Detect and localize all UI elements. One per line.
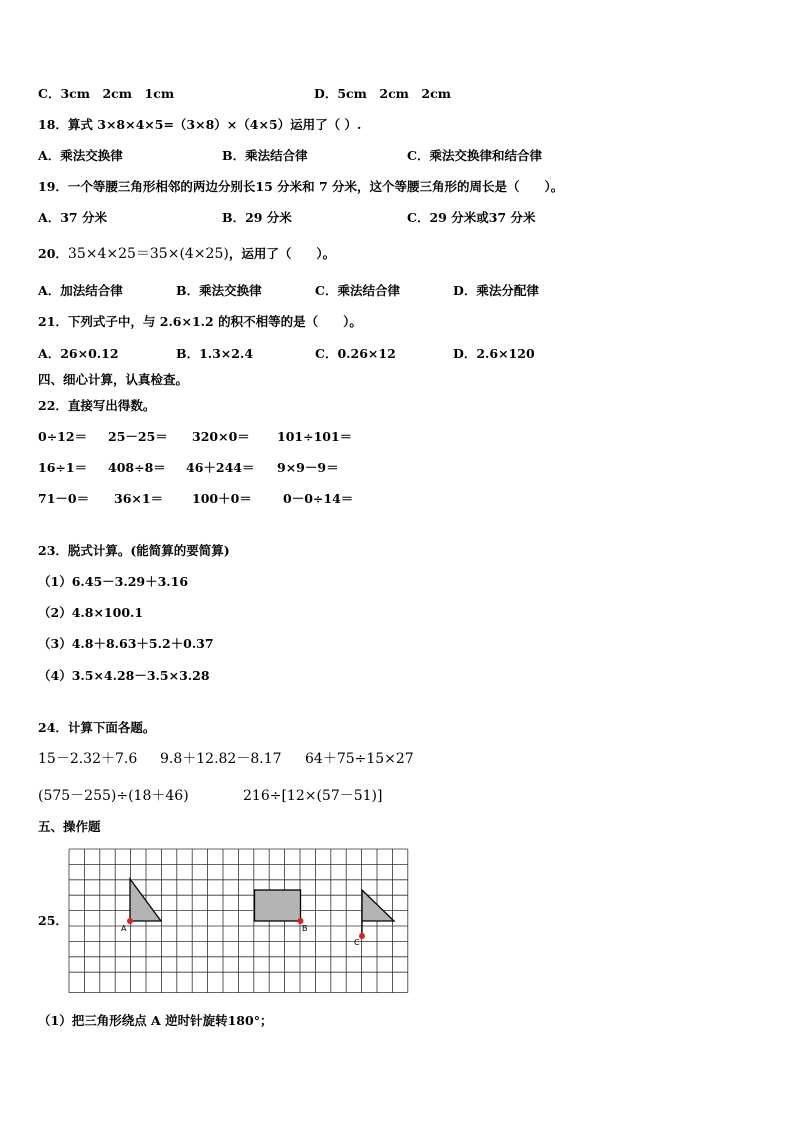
q19-option-a: A．37 分米 xyxy=(38,210,107,225)
q19-stem: 19．一个等腰三角形相邻的两边分别长15 分米和 7 分米，这个等腰三角形的周长是（ ）。 xyxy=(38,179,564,194)
triangle-c xyxy=(362,890,394,921)
q22-item: 71－0＝ xyxy=(38,491,90,506)
point-c-marker xyxy=(359,933,365,939)
grid-figure xyxy=(66,847,412,999)
q19-option-c: C．29 分米或37 分米 xyxy=(407,210,536,225)
q21-option-c: C．0.26×12 xyxy=(315,346,396,361)
q18-option-c: C．乘法交换律和结合律 xyxy=(407,148,542,163)
q22-item: 9×9－9＝ xyxy=(277,460,339,475)
q20-option-b: B．乘法交换律 xyxy=(176,283,262,298)
q24-expression: 216÷[12×(57－51)] xyxy=(243,788,383,804)
q24-expression: 15－2.32＋7.6 xyxy=(38,751,138,767)
q24-stem: 24．计算下面各题。 xyxy=(38,720,156,735)
point-c-label: C xyxy=(354,938,360,947)
q22-item: 0÷12＝ xyxy=(38,429,88,444)
q17-option-d: D．5cm 2cm 2cm xyxy=(314,86,451,101)
rectangle-b xyxy=(255,890,301,921)
q25-sub-question-1: （1）把三角形绕点 A 逆时针旋转180°； xyxy=(38,1013,273,1028)
q19-option-b: B．29 分米 xyxy=(222,210,292,225)
q20-option-d: D．乘法分配律 xyxy=(453,283,539,298)
q18-option-b: B．乘法结合律 xyxy=(222,148,308,163)
q23-item-4: （4）3.5×4.28－3.5×3.28 xyxy=(38,668,210,683)
q17-option-c: C．3cm 2cm 1cm xyxy=(38,86,175,101)
q25-number: 25． xyxy=(38,913,68,928)
q20-expression: 35×4×25＝35×(4×25) xyxy=(67,246,229,262)
q20-number: 20． xyxy=(38,246,68,261)
grid-lines xyxy=(69,849,408,993)
q18-option-a: A．乘法交换律 xyxy=(38,148,123,163)
q21-option-a: A．26×0.12 xyxy=(38,346,119,361)
q21-option-d: D．2.6×120 xyxy=(453,346,535,361)
q22-item: 101÷101＝ xyxy=(277,429,353,444)
q23-item-3: （3）4.8＋8.63＋5.2＋0.37 xyxy=(38,636,214,651)
q20-stem xyxy=(38,243,335,263)
q23-stem: 23．脱式计算。(能简算的要简算) xyxy=(38,543,230,558)
triangle-a xyxy=(130,879,161,921)
point-a-marker xyxy=(127,918,133,924)
q23-item-2: （2）4.8×100.1 xyxy=(38,605,144,620)
q22-item: 408÷8＝ xyxy=(108,460,166,475)
q22-item: 100＋0＝ xyxy=(192,491,252,506)
q24-expression: (575－255)÷(18＋46) xyxy=(38,788,189,804)
q23-item-1: （1）6.45－3.29＋3.16 xyxy=(38,574,189,589)
q22-item: 46＋244＝ xyxy=(186,460,255,475)
q22-item: 320×0＝ xyxy=(192,429,250,444)
q22-item: 25－25＝ xyxy=(108,429,168,444)
q24-expression: 64＋75÷15×27 xyxy=(305,751,414,767)
q21-stem: 21．下列式子中，与 2.6×1.2 的积不相等的是（ ）。 xyxy=(38,314,362,329)
q20-option-c: C．乘法结合律 xyxy=(315,283,400,298)
section-5-heading: 五、操作题 xyxy=(38,819,101,834)
q20-option-a: A．加法结合律 xyxy=(38,283,123,298)
q22-item: 0－0÷14＝ xyxy=(283,491,354,506)
point-b-label: B xyxy=(302,924,308,933)
section-4-heading: 四、细心计算，认真检查。 xyxy=(38,372,189,387)
q18-stem: 18．算式 3×8×4×5=（3×8）×（4×5）运用了（ ）. xyxy=(38,117,362,132)
point-a-label: A xyxy=(121,924,127,933)
q20-stem-suffix: ，运用了（ ）。 xyxy=(228,246,336,261)
q22-item: 16÷1＝ xyxy=(38,460,88,475)
q21-option-b: B．1.3×2.4 xyxy=(176,346,254,361)
q22-item: 36×1＝ xyxy=(114,491,164,506)
q22-stem: 22．直接写出得数。 xyxy=(38,398,156,413)
q24-expression: 9.8＋12.82－8.17 xyxy=(160,751,282,767)
